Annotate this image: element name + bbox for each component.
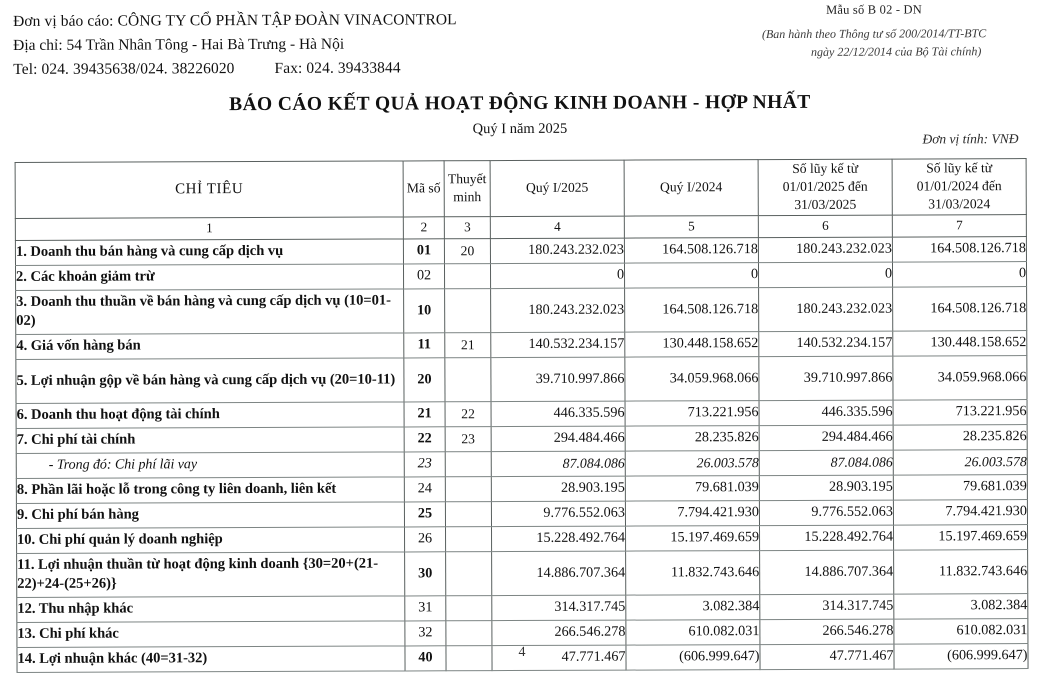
row-value-quarter-previous: 15.197.469.659 (625, 525, 759, 551)
row-value-quarter-previous: 164.508.126.718 (624, 237, 758, 263)
row-value-ytd-previous: 11.832.743.646 (894, 549, 1028, 594)
table-row (16, 399, 1027, 428)
row-value-ytd-current: 0 (758, 262, 892, 288)
row-code: 10 (404, 288, 445, 332)
row-value-ytd-current: 180.243.232.023 (758, 237, 892, 263)
income-statement-table (15, 158, 1029, 672)
report-title-block (0, 91, 1041, 140)
row-value-quarter-previous: 7.794.421.930 (625, 500, 759, 526)
row-value-ytd-previous: 164.508.126.718 (892, 236, 1026, 262)
row-label: 12. Thu nhập khác (17, 596, 405, 622)
table-row (17, 593, 1028, 622)
column-header-quarter-current: Quý I/2025 (490, 160, 624, 216)
table-row (16, 474, 1027, 503)
table-row (17, 524, 1028, 553)
row-code: 25 (404, 501, 445, 526)
row-note: 21 (445, 332, 491, 357)
row-value-ytd-current: 28.903.195 (759, 475, 893, 501)
row-code: 02 (403, 263, 444, 288)
table-row (16, 286, 1027, 334)
row-code: 11 (404, 332, 445, 357)
row-code: 26 (404, 526, 445, 551)
row-value-quarter-current: 266.546.278 (492, 620, 626, 646)
row-value-quarter-current: 14.886.707.364 (492, 551, 626, 596)
row-value-quarter-current: 314.317.745 (492, 595, 626, 621)
column-number-3: 3 (444, 216, 490, 238)
row-note (445, 476, 491, 501)
row-note (445, 451, 491, 476)
column-header-indicator: CHỈ TIÊU (15, 161, 403, 218)
row-value-ytd-previous: 34.059.968.066 (893, 355, 1027, 400)
row-value-quarter-current: 180.243.232.023 (490, 238, 624, 264)
column-header-code: Mã số (403, 161, 444, 217)
table-row (16, 449, 1027, 478)
column-header-ytd-current (758, 159, 892, 215)
row-value-quarter-previous: 28.235.826 (625, 425, 759, 451)
row-label: 2. Các khoản giảm trừ (15, 264, 403, 290)
row-label: 13. Chi phí khác (17, 621, 405, 647)
row-value-ytd-current: 266.546.278 (760, 619, 894, 645)
row-value-quarter-current: 294.484.466 (491, 426, 625, 452)
row-note (445, 526, 491, 551)
row-value-ytd-current: 14.886.707.364 (760, 550, 894, 595)
row-value-quarter-current: 140.532.234.157 (491, 332, 625, 358)
row-note (445, 288, 491, 332)
row-note: 23 (445, 426, 491, 451)
row-note (445, 501, 491, 526)
row-value-ytd-previous: 713.221.956 (893, 399, 1027, 425)
row-value-quarter-previous: 3.082.384 (626, 594, 760, 620)
row-value-quarter-current: 9.776.552.063 (491, 501, 625, 527)
row-code: 30 (405, 551, 446, 595)
row-value-ytd-current: 15.228.492.764 (759, 525, 893, 551)
report-period: Quý I năm 2025 (472, 120, 568, 138)
row-code: 23 (404, 451, 445, 476)
reporting-unit-line (13, 8, 457, 34)
row-value-quarter-current: 180.243.232.023 (491, 288, 625, 333)
row-note (444, 263, 490, 288)
company-address: Địa chỉ: 54 Trần Nhân Tông - Hai Bà Trưng - Hà Nội (13, 35, 345, 54)
row-code: 32 (405, 620, 446, 645)
row-value-ytd-current: 140.532.234.157 (759, 331, 893, 357)
column-header-ytd-previous (892, 159, 1026, 215)
row-value-quarter-previous: 130.448.158.652 (625, 331, 759, 357)
ytd-previous-line-3: 31/03/2024 (928, 196, 991, 212)
circular-line-1: (Ban hành theo Thông tư số 200/2014/TT-BTC (761, 26, 987, 42)
row-code: 40 (405, 645, 446, 670)
row-code: 01 (403, 238, 444, 263)
row-code: 24 (404, 476, 445, 501)
row-value-ytd-current: 39.710.997.866 (759, 356, 893, 401)
row-value-ytd-previous: 15.197.469.659 (893, 524, 1027, 550)
row-value-quarter-previous: 11.832.743.646 (626, 550, 760, 595)
table-body (15, 236, 1028, 672)
row-label: 5. Lợi nhuận gộp về bán hàng và cung cấp dịch vụ (20=10-11) (16, 358, 404, 403)
row-value-quarter-previous: (606.999.647) (626, 644, 760, 670)
page-title: BÁO CÁO KẾT QUẢ HOẠT ĐỘNG KINH DOANH - HỢP NHẤT (229, 91, 811, 116)
row-value-ytd-current: 9.776.552.063 (759, 500, 893, 526)
circular-line-2: ngày 22/12/2014 của Bộ Tài chính) (810, 44, 982, 59)
row-value-ytd-previous: 28.235.826 (893, 424, 1027, 450)
row-value-ytd-previous: 26.003.578 (893, 449, 1027, 475)
table-row (15, 261, 1026, 290)
row-value-ytd-current: 180.243.232.023 (759, 287, 893, 332)
row-value-ytd-current: 87.084.086 (759, 450, 893, 476)
row-label: 1. Doanh thu bán hàng và cung cấp dịch vụ (15, 239, 403, 265)
row-value-quarter-previous: 34.059.968.066 (625, 356, 759, 401)
row-value-quarter-current: 446.335.596 (491, 401, 625, 427)
row-label: 6. Doanh thu hoạt động tài chính (16, 402, 404, 428)
column-number-5: 5 (624, 215, 758, 238)
row-value-quarter-current: 47.771.467 (492, 645, 626, 671)
company-fax: Fax: 024. 39433844 (274, 59, 401, 77)
row-label: 10. Chi phí quản lý doanh nghiệp (17, 527, 405, 553)
row-value-quarter-current: 87.084.086 (491, 451, 625, 477)
row-value-ytd-current: 314.317.745 (760, 594, 894, 620)
table-row (15, 236, 1026, 265)
column-number-6: 6 (758, 215, 892, 238)
currency-unit-note: Đơn vị tính: VNĐ (922, 131, 1019, 147)
table-header (15, 159, 1026, 240)
row-label: 9. Chi phí bán hàng (16, 502, 404, 528)
table-row (17, 549, 1028, 597)
row-label: - Trong đó: Chi phí lãi vay (16, 452, 404, 478)
row-value-quarter-current: 39.710.997.866 (491, 357, 625, 402)
row-note (446, 620, 492, 645)
ytd-current-line-2: 01/01/2025 đến (782, 178, 868, 195)
row-value-ytd-previous: (606.999.647) (894, 643, 1028, 669)
row-value-quarter-current: 0 (490, 263, 624, 289)
row-value-quarter-current: 15.228.492.764 (491, 526, 625, 552)
row-value-ytd-previous: 130.448.158.652 (893, 330, 1027, 356)
table-row (16, 424, 1027, 453)
ytd-previous-line-1: Số lũy kế từ (926, 160, 993, 176)
row-value-quarter-current: 28.903.195 (491, 476, 625, 502)
row-value-quarter-previous: 0 (624, 262, 758, 288)
row-note: 20 (444, 238, 490, 263)
row-value-ytd-previous: 3.082.384 (894, 593, 1028, 619)
form-code: Mẫu số B 02 - DN (826, 2, 922, 17)
column-header-note (444, 161, 490, 217)
row-code: 20 (404, 357, 445, 401)
table-header-row (15, 159, 1026, 218)
row-value-ytd-previous: 7.794.421.930 (893, 499, 1027, 525)
ytd-previous-line-2: 01/01/2024 đến (916, 178, 1002, 194)
row-label: 14. Lợi nhuận khác (40=31-32) (17, 646, 405, 672)
row-label: 4. Giá vốn hàng bán (16, 333, 404, 359)
row-label: 3. Doanh thu thuần về bán hàng và cung cấp dịch vụ (10=01-02) (16, 289, 404, 334)
form-code-block (724, 2, 1024, 61)
column-number-7: 7 (892, 214, 1026, 237)
row-label: 11. Lợi nhuận thuần từ hoạt động kinh doanh {30=20+(21-22)+24-(25+26)} (17, 552, 405, 597)
row-value-ytd-current: 47.771.467 (760, 644, 894, 670)
row-value-ytd-current: 294.484.466 (759, 425, 893, 451)
row-note (445, 357, 491, 401)
row-note: 22 (445, 401, 491, 426)
contact-line (13, 56, 457, 82)
row-value-quarter-previous: 713.221.956 (625, 400, 759, 426)
table-row (16, 330, 1027, 359)
row-value-quarter-previous: 164.508.126.718 (625, 287, 759, 332)
column-number-4: 4 (490, 216, 624, 239)
column-number-1: 1 (15, 217, 403, 240)
row-value-ytd-previous: 610.082.031 (894, 618, 1028, 644)
row-value-quarter-previous: 26.003.578 (625, 450, 759, 476)
reporting-unit-block (13, 8, 457, 82)
reporting-unit-label: Đơn vị báo cáo: (13, 12, 114, 30)
ytd-current-line-3: 31/03/2025 (794, 197, 857, 213)
row-code: 21 (404, 401, 445, 426)
row-note (446, 595, 492, 620)
row-value-ytd-previous: 164.508.126.718 (893, 286, 1027, 331)
ytd-current-line-1: Số lũy kế từ (792, 160, 859, 176)
circular-reference (724, 24, 1024, 61)
page-number: 4 (518, 644, 526, 661)
column-header-note-text: Thuyết minh (447, 171, 487, 205)
row-label: 7. Chi phí tài chính (16, 427, 404, 453)
company-name: CÔNG TY CỔ PHẦN TẬP ĐOÀN VINACONTROL (117, 11, 457, 30)
column-number-2: 2 (403, 216, 444, 238)
row-code: 31 (405, 595, 446, 620)
column-header-quarter-previous: Quý I/2024 (624, 160, 758, 216)
row-value-ytd-previous: 0 (892, 261, 1026, 287)
row-value-quarter-previous: 79.681.039 (625, 475, 759, 501)
row-value-ytd-previous: 79.681.039 (893, 474, 1027, 500)
row-value-quarter-previous: 610.082.031 (626, 619, 760, 645)
table-row (16, 499, 1027, 528)
row-value-ytd-current: 446.335.596 (759, 400, 893, 426)
company-telephone: Tel: 024. 39435638/024. 38226020 (13, 60, 235, 78)
row-note (446, 551, 492, 595)
row-label: 8. Phần lãi hoặc lỗ trong công ty liên doanh, liên kết (16, 477, 404, 503)
table-row (16, 355, 1027, 403)
row-code: 22 (404, 426, 445, 451)
